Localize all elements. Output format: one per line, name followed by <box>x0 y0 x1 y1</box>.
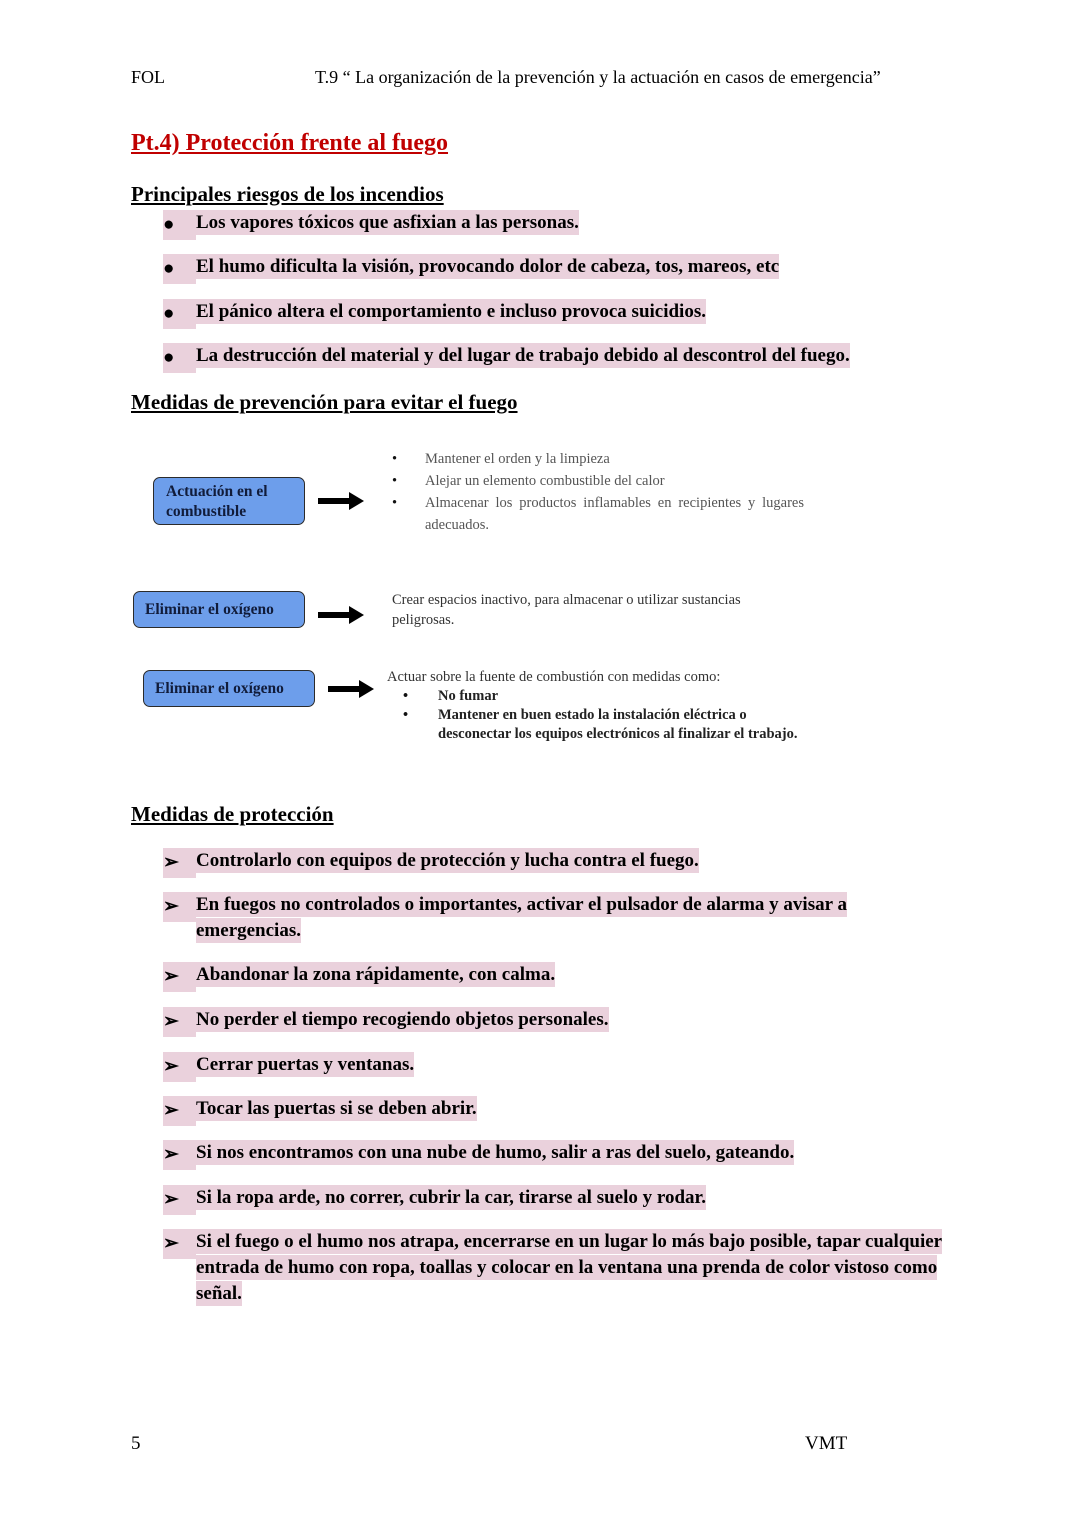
list-item: • Mantener el orden y la limpieza <box>392 448 804 470</box>
risk-text: Los vapores tóxicos que asfixian a las personas. <box>196 212 579 233</box>
protection-text: Cerrar puertas y ventanas. <box>196 1054 415 1075</box>
diagram-text-combustible <box>392 448 804 536</box>
risk-text: El humo dificulta la visión, provocando dolor de cabeza, tos, mareos, etc <box>196 256 780 277</box>
diagram-intro: Actuar sobre la fuente de combustión con medidas como: <box>387 669 721 685</box>
arrowhead-bullet-icon: ➢ <box>163 1052 193 1082</box>
page-number: 5 <box>131 1433 141 1454</box>
protection-text: Controlarlo con equipos de protección y lucha contra el fuego. <box>196 850 699 871</box>
list-item <box>163 299 953 325</box>
list-item: • No fumar <box>403 688 499 704</box>
list-item <box>163 1052 953 1078</box>
list-item <box>163 1007 953 1033</box>
list-item <box>163 210 953 236</box>
protection-text: Tocar las puertas si se deben abrir. <box>196 1098 477 1119</box>
header-topic: T.9 “ La organización de la prevención y la actuación en casos de emergencia” <box>315 67 881 87</box>
bullet-icon: • <box>403 688 409 704</box>
footer-author: VMT <box>805 1433 848 1454</box>
diagram-box-combustible: Actuación en el combustible <box>153 477 305 525</box>
bullet-icon: • <box>392 451 398 467</box>
protection-text: En fuegos no controlados o importantes, activar el pulsador de alarma y avisar a emergencias. <box>196 894 847 941</box>
list-item: • Alejar un elemento combustible del calor <box>392 470 804 492</box>
list-item <box>163 892 953 944</box>
arrowhead-bullet-icon: ➢ <box>163 848 193 878</box>
list-item: • Almacenar los productos inflamables en recipientes y lugares adecuados. <box>392 492 804 536</box>
list-item <box>163 1096 953 1122</box>
risk-text: El pánico altera el comportamiento e incluso provoca suicidios. <box>196 301 706 322</box>
list-item <box>163 343 953 369</box>
diagram-box-oxygen-2: Eliminar el oxígeno <box>143 670 315 707</box>
bullet-icon: • <box>392 495 398 511</box>
arrow-right-icon <box>318 604 366 626</box>
bullet-icon: • <box>403 707 409 723</box>
page-title: Pt.4) Protección frente al fuego <box>131 130 449 156</box>
list-item <box>163 1185 953 1211</box>
risk-text: La destrucción del material y del lugar de trabajo debido al descontrol del fuego. <box>196 345 850 366</box>
protection-heading: Medidas de protección <box>131 802 334 826</box>
diagram-text-oxygen-1: Crear espacios inactivo, para almacenar o utilizar sustancias peligrosas. <box>392 592 741 628</box>
arrowhead-bullet-icon: ➢ <box>163 962 193 992</box>
list-item <box>163 1229 953 1307</box>
arrowhead-bullet-icon: ➢ <box>163 1229 193 1259</box>
protection-text: No perder el tiempo recogiendo objetos personales. <box>196 1009 609 1030</box>
list-item: • Mantener en buen estado la instalación eléctrica o desconectar los equipos electrónicos al finalizar el trabajo. <box>403 707 798 742</box>
list-item <box>163 254 953 280</box>
bullet-icon: ● <box>163 343 193 373</box>
bullet-icon: • <box>392 473 398 489</box>
arrowhead-bullet-icon: ➢ <box>163 892 193 922</box>
arrowhead-bullet-icon: ➢ <box>163 1096 193 1126</box>
list-item <box>163 848 953 874</box>
bullet-icon: ● <box>163 254 193 284</box>
protection-text: Si el fuego o el humo nos atrapa, encerrarse en un lugar lo más bajo posible, tapar cualquier entrada de humo con ropa, toallas y colocar en la ventana una prenda de color vistoso como señal. <box>196 1231 943 1304</box>
arrow-right-icon <box>318 490 366 512</box>
diagram-box-oxygen-1: Eliminar el oxígeno <box>133 591 305 628</box>
protection-text: Si la ropa arde, no correr, cubrir la car, tirarse al suelo y rodar. <box>196 1187 706 1208</box>
header-subject: FOL <box>131 67 166 87</box>
protection-text: Abandonar la zona rápidamente, con calma. <box>196 964 556 985</box>
protection-text: Si nos encontramos con una nube de humo, salir a ras del suelo, gateando. <box>196 1142 795 1163</box>
risks-heading: Principales riesgos de los incendios <box>131 182 444 206</box>
bullet-icon: ● <box>163 210 193 240</box>
arrowhead-bullet-icon: ➢ <box>163 1185 193 1215</box>
arrow-right-icon <box>328 678 376 700</box>
arrowhead-bullet-icon: ➢ <box>163 1140 193 1170</box>
list-item <box>163 962 953 988</box>
arrowhead-bullet-icon: ➢ <box>163 1007 193 1037</box>
prevention-heading: Medidas de prevención para evitar el fuego <box>131 390 518 414</box>
diagram-text-oxygen-2 <box>387 667 807 744</box>
list-item <box>163 1140 953 1166</box>
bullet-icon: ● <box>163 299 193 329</box>
